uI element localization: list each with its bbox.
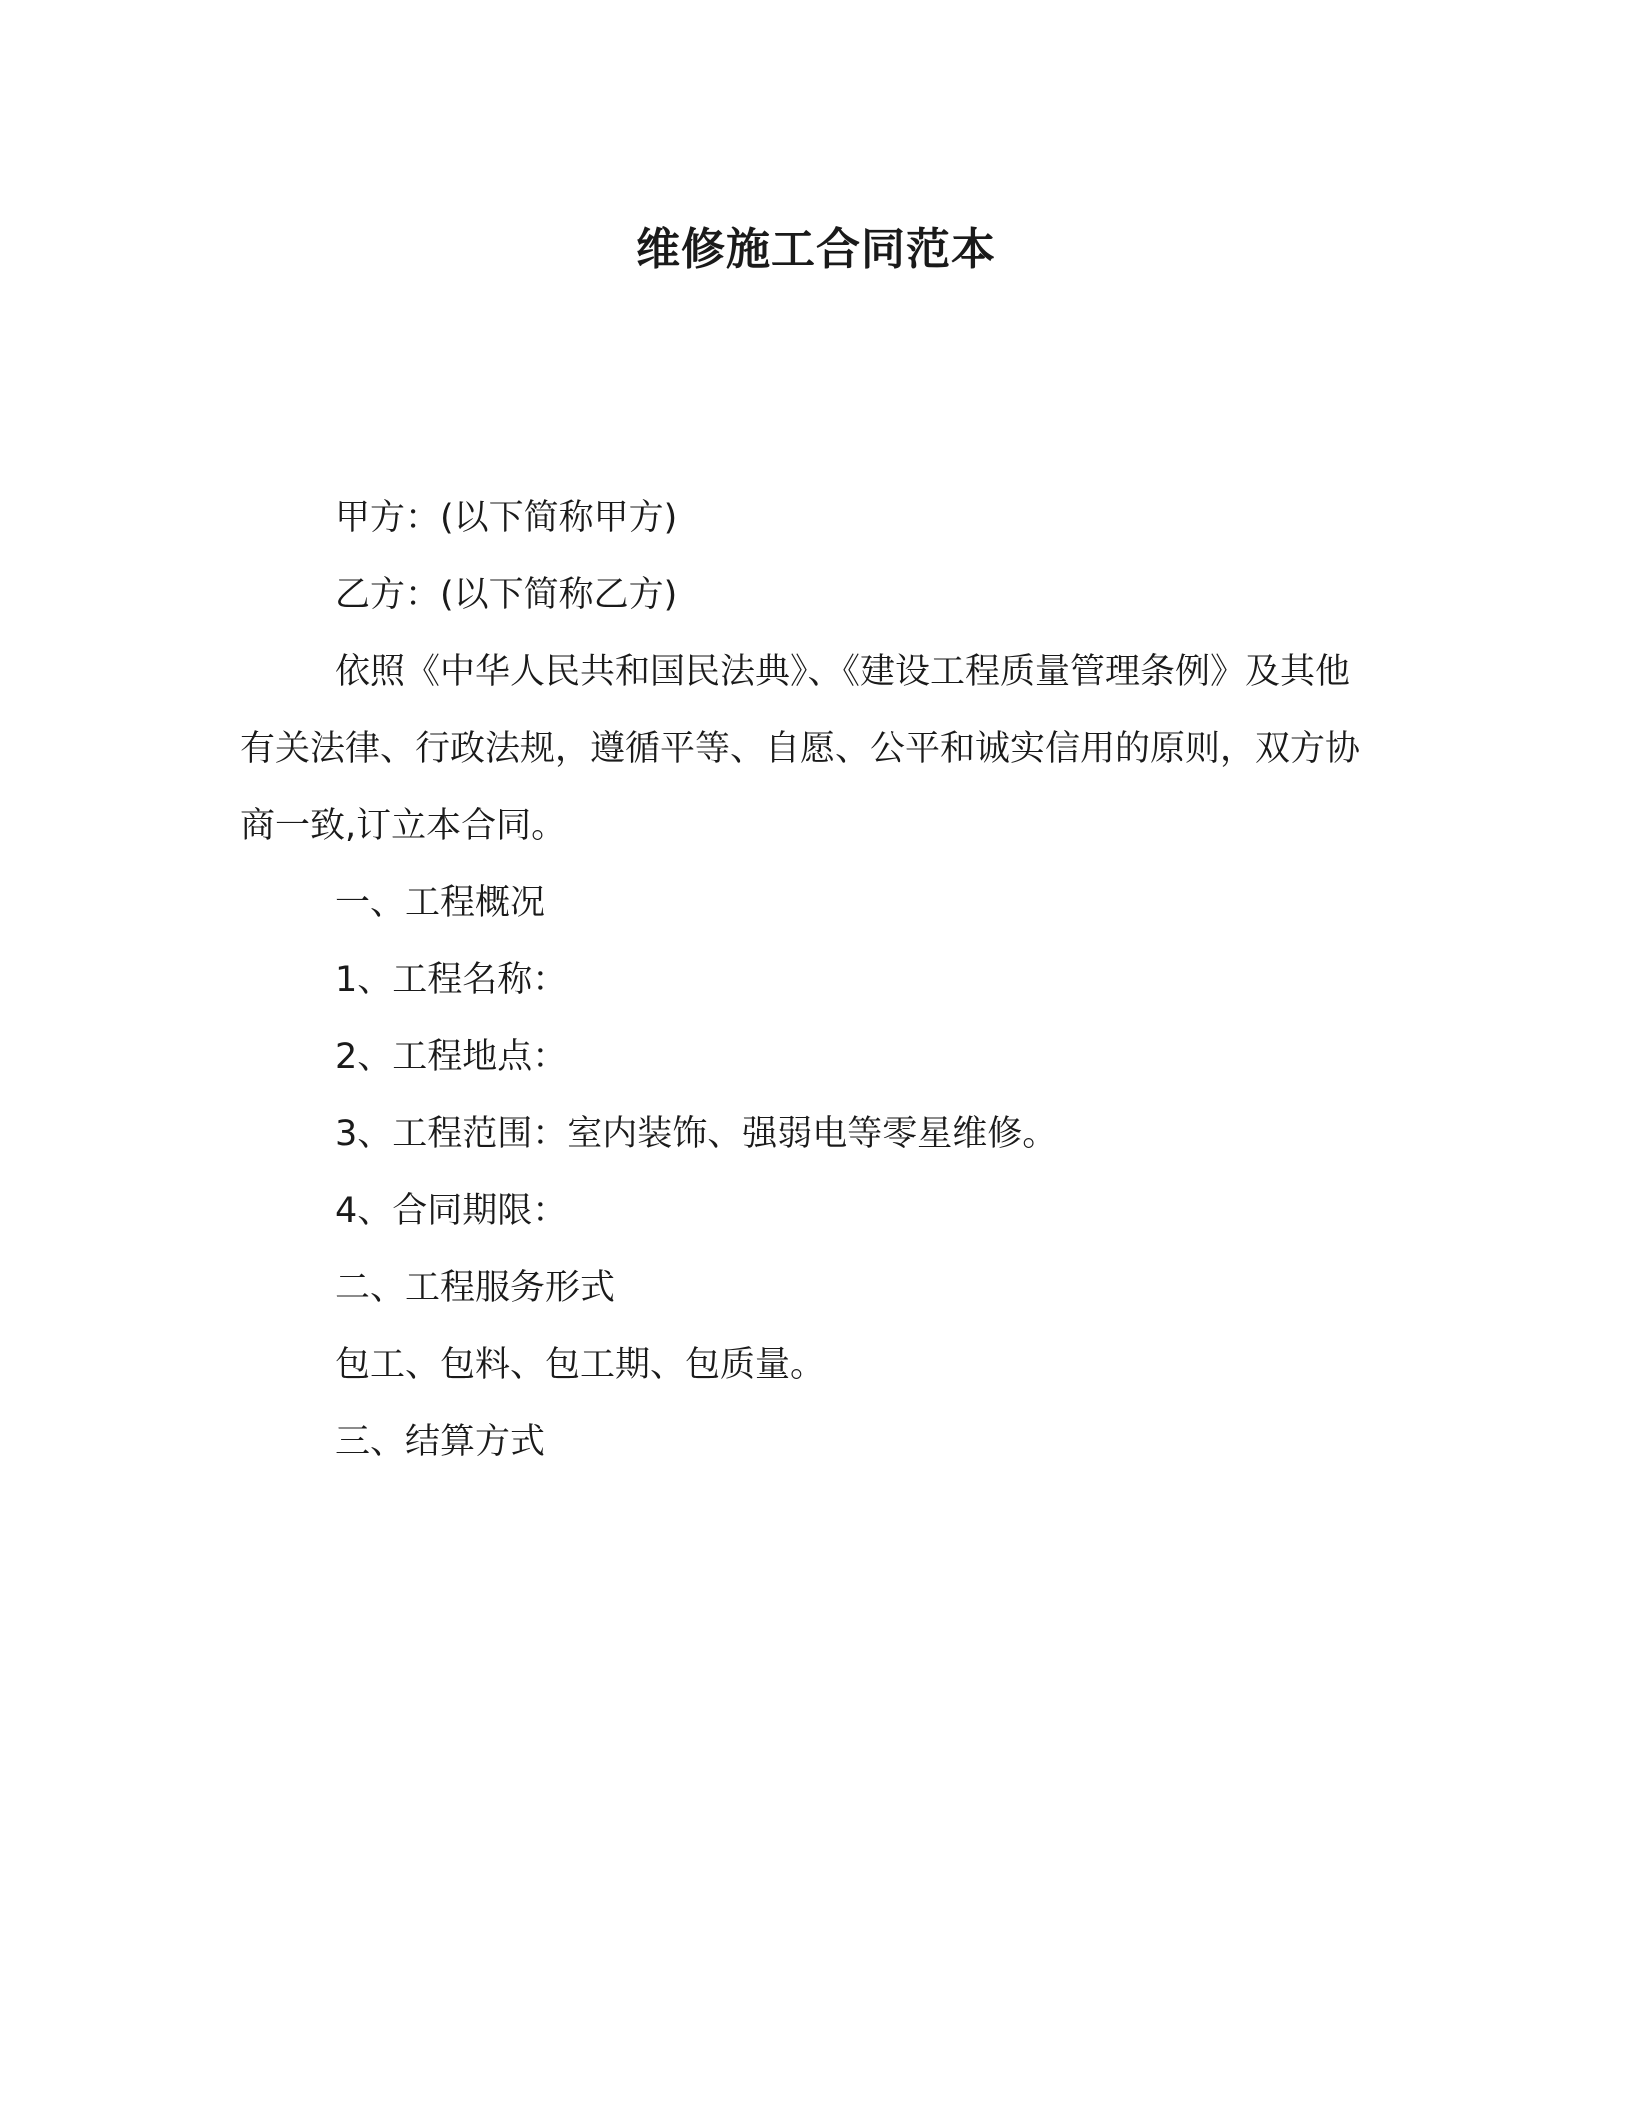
document-title: 维修施工合同范本 bbox=[636, 224, 996, 275]
contract-body bbox=[240, 480, 1380, 1481]
preamble-paragraph: 依照《中华人民共和国民法典》、《建设工程质量管理条例》及其他有关法律、行政法规，遵循平等、自愿、公平和诚实信用的原则，双方协商一致,订立本合同。 bbox=[240, 652, 1361, 846]
section-3-heading: 三、结算方式 bbox=[335, 1422, 546, 1462]
contract-term-item: 4、合同期限： bbox=[335, 1191, 568, 1231]
section-2-heading: 二、工程服务形式 bbox=[335, 1268, 616, 1308]
service-form-content: 包工、包料、包工期、包质量。 bbox=[335, 1345, 826, 1385]
party-a-line: 甲方：(以下简称甲方) bbox=[335, 498, 678, 538]
project-scope-item: 3、工程范围：室内装饰、强弱电等零星维修。 bbox=[335, 1114, 1058, 1154]
section-1-heading: 一、工程概况 bbox=[335, 883, 546, 923]
party-b-line: 乙方：(以下简称乙方) bbox=[335, 575, 678, 615]
project-location-item: 2、工程地点： bbox=[335, 1037, 568, 1077]
project-name-item: 1、工程名称： bbox=[335, 960, 568, 1000]
